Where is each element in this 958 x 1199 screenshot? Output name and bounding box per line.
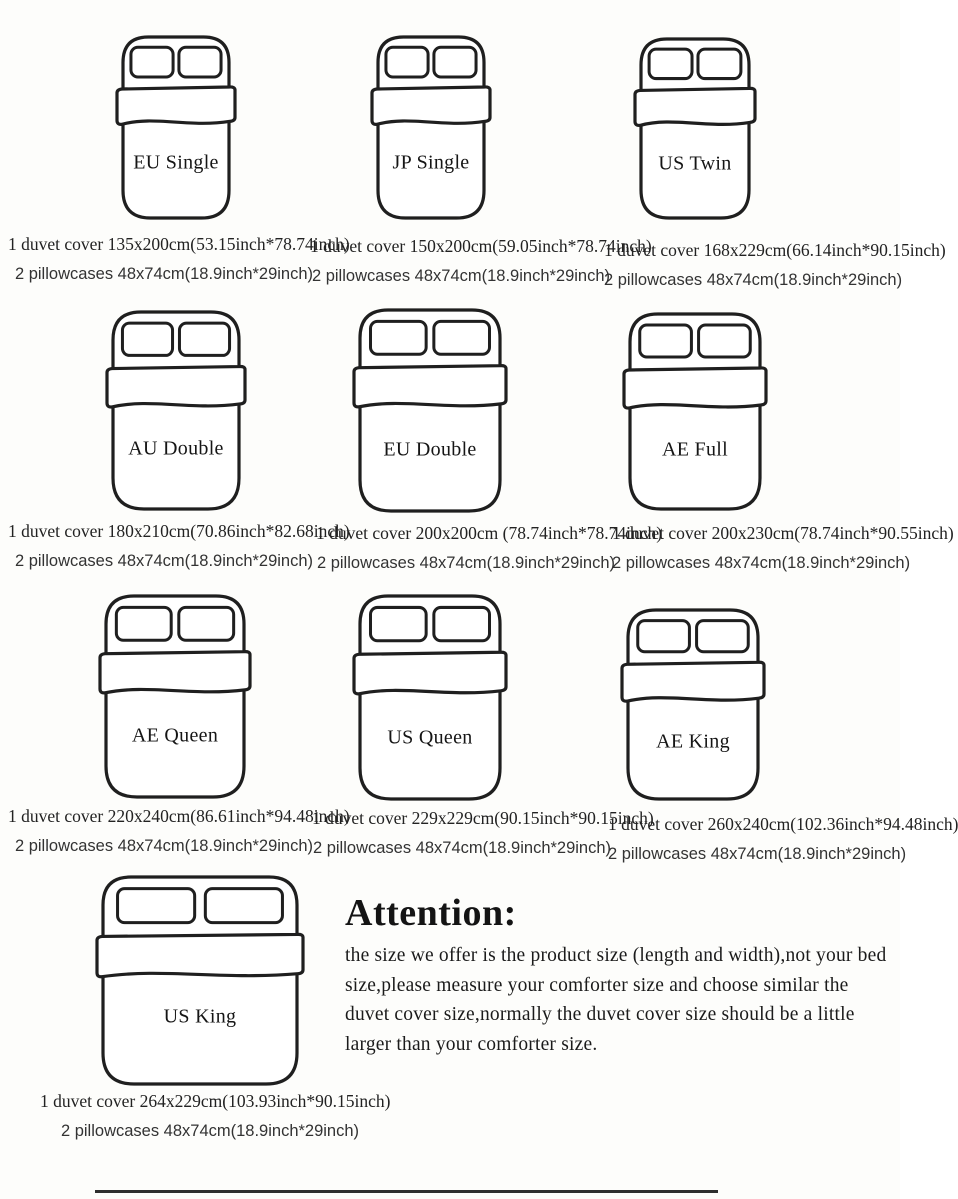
- duvet-size-text: 1 duvet cover 260x240cm(102.36inch*94.48inch): [608, 814, 958, 834]
- bed-diagram-us-king: [95, 875, 305, 1087]
- duvet-size-text: 1 duvet cover 135x200cm(53.15inch*78.74inch): [8, 234, 350, 254]
- bed-diagram-eu-double: [352, 308, 508, 514]
- pillowcase-size-text: 2 pillowcases 48x74cm(18.9inch*29inch): [612, 554, 911, 572]
- size-caption-ae-king: [608, 813, 958, 865]
- bed-size-label: US Twin: [658, 152, 732, 175]
- attention-heading: Attention:: [345, 892, 517, 934]
- duvet-size-text: 1 duvet cover 264x229cm(103.93inch*90.15inch): [40, 1091, 391, 1111]
- bed-size-label: AE Queen: [131, 724, 219, 747]
- duvet-size-text: 1 duvet cover 220x240cm(86.61inch*94.48inch): [8, 806, 350, 826]
- bed-icon: [370, 35, 492, 221]
- pillowcase-size-text: 2 pillowcases 48x74cm(18.9inch*29inch): [316, 554, 616, 572]
- size-caption-us-twin: [604, 239, 946, 291]
- bed-diagram-jp-single: [370, 35, 492, 221]
- pillowcase-size-text: 2 pillowcases 48x74cm(18.9inch*29inch): [14, 837, 314, 855]
- pillowcase-size-text: 2 pillowcases 48x74cm(18.9inch*29inch): [14, 265, 314, 283]
- bed-diagram-ae-queen: [98, 594, 252, 800]
- pillowcase-size-text: 2 pillowcases 48x74cm(18.9inch*29inch): [312, 839, 612, 857]
- bed-icon: [633, 37, 757, 221]
- bed-size-label: EU Double: [383, 438, 477, 461]
- attention-body-text: the size we offer is the product size (length and width),not your bed size,please measure your comforter size and choose similar the duvet cover size,normally the duvet cover size should be a little larger than your comforter size.: [345, 945, 887, 1055]
- size-caption-au-double: [8, 520, 350, 572]
- pillowcase-size-text: 2 pillowcases 48x74cm(18.9inch*29inch): [608, 845, 907, 863]
- pillowcase-size-text: 2 pillowcases 48x74cm(18.9inch*29inch): [604, 271, 903, 289]
- bed-size-label: AU Double: [128, 437, 224, 460]
- pillowcase-size-text: 2 pillowcases 48x74cm(18.9inch*29inch): [14, 552, 314, 570]
- duvet-size-text: 1 duvet cover 229x229cm(90.15inch*90.15inch): [312, 808, 654, 828]
- bed-diagram-ae-full: [622, 312, 768, 512]
- bed-diagram-au-double: [105, 310, 247, 512]
- size-caption-eu-double: [316, 522, 663, 574]
- duvet-size-text: 1 duvet cover 180x210cm(70.86inch*82.68inch): [8, 521, 350, 541]
- pillowcase-size-text: 2 pillowcases 48x74cm(18.9inch*29inch): [60, 1122, 360, 1140]
- size-caption-eu-single: [8, 233, 350, 285]
- bed-size-label: EU Single: [133, 151, 219, 174]
- bed-size-label: AE Full: [662, 438, 728, 461]
- bottom-divider-line: [95, 1190, 718, 1193]
- duvet-size-text: 1 duvet cover 200x230cm(78.74inch*90.55inch): [612, 523, 954, 543]
- bed-size-label: US King: [163, 1005, 237, 1028]
- size-caption-us-king: [40, 1090, 391, 1142]
- bed-icon: [352, 594, 508, 802]
- bed-icon: [352, 308, 508, 514]
- bed-size-label: AE King: [656, 730, 730, 753]
- size-caption-jp-single: [310, 235, 652, 287]
- bed-icon: [95, 875, 305, 1087]
- bed-icon: [622, 312, 768, 512]
- size-caption-ae-queen: [8, 805, 350, 857]
- bed-diagram-us-twin: [633, 37, 757, 221]
- bed-icon: [115, 35, 237, 221]
- bed-icon: [105, 310, 247, 512]
- size-caption-us-queen: [312, 807, 654, 859]
- bed-diagram-ae-king: [620, 608, 766, 802]
- size-caption-ae-full: [612, 522, 954, 574]
- bed-icon: [98, 594, 252, 800]
- duvet-size-text: 1 duvet cover 200x200cm (78.74inch*78.74inch): [316, 523, 663, 543]
- bed-diagram-us-queen: [352, 594, 508, 802]
- duvet-size-text: 1 duvet cover 168x229cm(66.14inch*90.15inch): [604, 240, 946, 260]
- pillowcase-size-text: 2 pillowcases 48x74cm(18.9inch*29inch): [311, 267, 611, 285]
- bed-icon: [620, 608, 766, 802]
- bed-diagram-eu-single: [115, 35, 237, 221]
- bed-size-label: JP Single: [392, 151, 470, 174]
- bed-size-label: US Queen: [387, 726, 473, 749]
- duvet-size-text: 1 duvet cover 150x200cm(59.05inch*78.74inch): [310, 236, 652, 256]
